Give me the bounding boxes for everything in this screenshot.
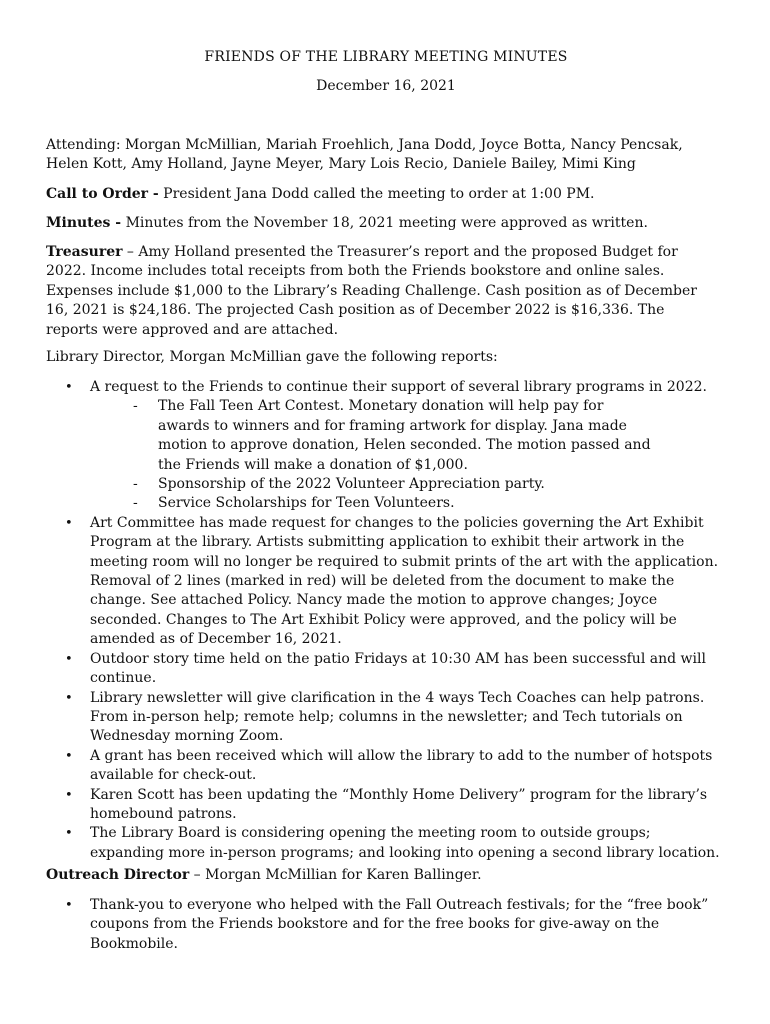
list-item-text: Art Committee has made request for changes to the policies governing the Art Exhibit Program at the library. Artists submitting application to exhibit their artwork in the meeting room will no longer be required to submit prints of the art with the application. Removal of 2 lines (marked in red) will be deleted from the document to make the change. See attached Policy. Nancy made the motion to approve changes; Joyce seconded. Changes to The Art Exhibit Policy were approved, and the policy will be amended as of December 16, 2021. (90, 514, 719, 648)
sub-list-item-text: The Fall Teen Art Contest. Monetary donation will help pay for awards to winners and for framing artwork for display. Jana made motion to approve donation, Helen seconded. The motion passed and the Friends will make a donation of $1,000. (158, 398, 651, 473)
dash-icon: - (133, 398, 138, 415)
bullet-icon: • (65, 826, 73, 842)
list-item (46, 896, 726, 954)
sub-list-item (90, 475, 658, 494)
outreach-text: – Morgan McMillian for Karen Ballinger. (189, 867, 482, 883)
bullet-icon: • (65, 787, 73, 803)
call-to-order-label: Call to Order - (46, 186, 159, 202)
outreach-label: Outreach Director (46, 867, 190, 883)
call-to-order-paragraph (46, 185, 726, 204)
library-director-intro: Library Director, Morgan McMillian gave the following reports: (46, 349, 498, 365)
list-item-text: Library newsletter will give clarification in the 4 ways Tech Coaches can help patrons. From in-person help; remote help; columns in the newsletter; and Tech tutorials on Wednesday morning Zoom. (90, 689, 705, 745)
sub-list-item (90, 397, 658, 475)
bullet-icon: • (65, 690, 73, 706)
sub-list (90, 397, 726, 513)
list-item (46, 786, 726, 825)
list-item (46, 514, 726, 650)
call-to-order-text: President Jana Dodd called the meeting to order at 1:00 PM. (158, 186, 595, 202)
list-item-text: A request to the Friends to continue their support of several library programs in 2022. (90, 379, 707, 395)
dash-icon: - (133, 495, 138, 512)
outreach-list (46, 896, 726, 954)
sub-list-item-text: Sponsorship of the 2022 Volunteer Appreciation party. (158, 476, 545, 493)
bullet-icon: • (65, 898, 73, 913)
list-item (46, 378, 726, 514)
minutes-text: Minutes from the November 18, 2021 meeting were approved as written. (121, 215, 648, 231)
outreach-paragraph (46, 866, 726, 885)
bullet-icon: • (65, 651, 73, 667)
list-item-text: Thank-you to everyone who helped with the Fall Outreach festivals; for the “free book” coupons from the Friends bookstore and for the free books for give-away on the Bookmobile. (90, 897, 709, 952)
bullet-icon: • (65, 515, 73, 531)
minutes-paragraph (46, 214, 726, 233)
list-item-text: Karen Scott has been updating the “Monthly Home Delivery” program for the library’s homebound patrons. (90, 786, 708, 822)
library-reports-list (46, 378, 726, 863)
bullet-icon: • (65, 380, 73, 395)
treasurer-paragraph (46, 243, 712, 340)
list-item-text: The Library Board is considering opening the meeting room to outside groups; expanding more in-person programs; and looking into opening a second library location. (90, 825, 720, 861)
list-item (46, 689, 726, 747)
list-item (46, 650, 726, 689)
treasurer-label: Treasurer (46, 244, 123, 260)
document-title: FRIENDS OF THE LIBRARY MEETING MINUTES (204, 49, 568, 65)
list-item-text: Outdoor story time held on the patio Fridays at 10:30 AM has been successful and will continue. (90, 650, 706, 687)
list-item (46, 747, 726, 786)
sub-list-item (90, 494, 658, 513)
bullet-icon: • (65, 748, 73, 764)
treasurer-text: – Amy Holland presented the Treasurer’s report and the proposed Budget for 2022. Income includes total receipts from both the Friends bookstore and online sales. Expenses include $1,000 to the Library’s Reading Challenge. Cash position as of December 16, 2021 is $24,186. The projected Cash position as of December 2022 is $16,336. The reports were approved and are attached. (46, 244, 697, 338)
attending-paragraph: Attending: Morgan McMillian, Mariah Froehlich, Jana Dodd, Joyce Botta, Nancy Pencsak, Helen Kott, Amy Holland, Jayne Meyer, Mary Lois Recio, Daniele Bailey, Mimi King (46, 137, 683, 173)
minutes-label: Minutes - (46, 215, 122, 231)
dash-icon: - (133, 476, 138, 493)
meeting-date: December 16, 2021 (316, 78, 456, 94)
list-item-text: A grant has been received which will allow the library to add to the number of hotspots available for check-out. (90, 747, 713, 784)
list-item (46, 824, 726, 863)
sub-list-item-text: Service Scholarships for Teen Volunteers. (158, 495, 455, 512)
